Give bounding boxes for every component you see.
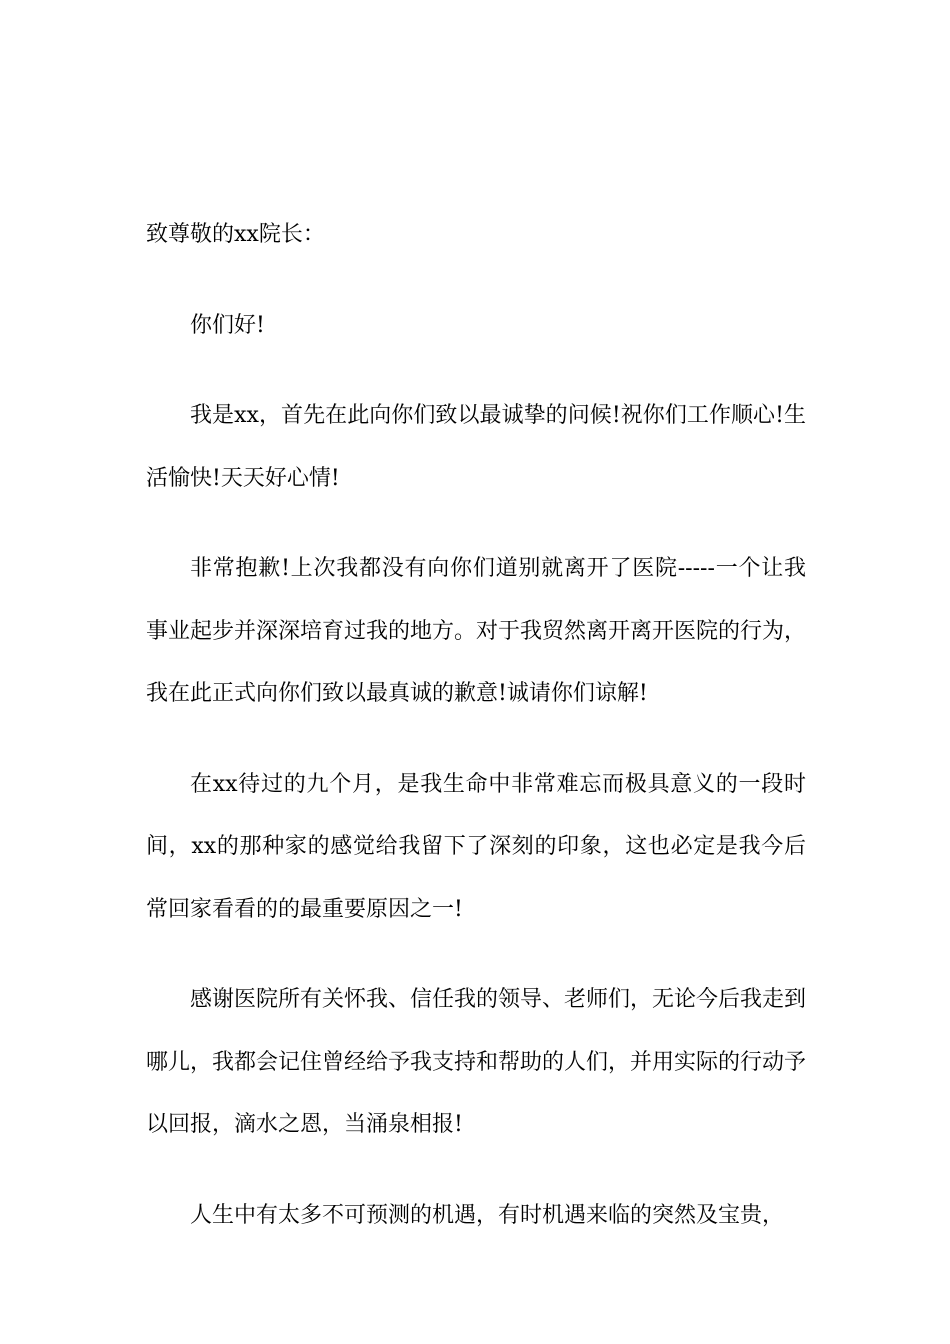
paragraph-apology: 非常抱歉!上次我都没有向你们道别就离开了医院-----一个让我事业起步并深深培育过我的地方。对于我贸然离开离开医院的行为，我在此正式向你们致以最真诚的歉意!诚请你们谅解! (146, 556, 807, 706)
letter-body (146, 204, 806, 1275)
paragraph-introduction: 我是xx，首先在此向你们致以最诚挚的问候!祝你们工作顺心!生活愉快!天天好心情! (146, 403, 806, 491)
salutation: 致尊敬的xx院长： (146, 222, 325, 247)
paragraph-memories: 在xx待过的九个月，是我生命中非常难忘而极具意义的一段时间，xx的那种家的感觉给我留下了深刻的印象，这也必定是我今后常回家看看的的最重要原因之一! (146, 771, 806, 922)
paragraph-opportunity: 人生中有太多不可预测的机遇，有时机遇来临的突然及宝贵， (190, 1202, 785, 1228)
paragraph-greeting: 你们好! (190, 312, 265, 338)
paragraph-gratitude: 感谢医院所有关怀我、信任我的领导、老师们，无论今后我走到哪儿，我都会记住曾经给予我支持和帮助的人们，并用实际的行动予以回报，滴水之恩，当涌泉相报! (146, 987, 807, 1137)
